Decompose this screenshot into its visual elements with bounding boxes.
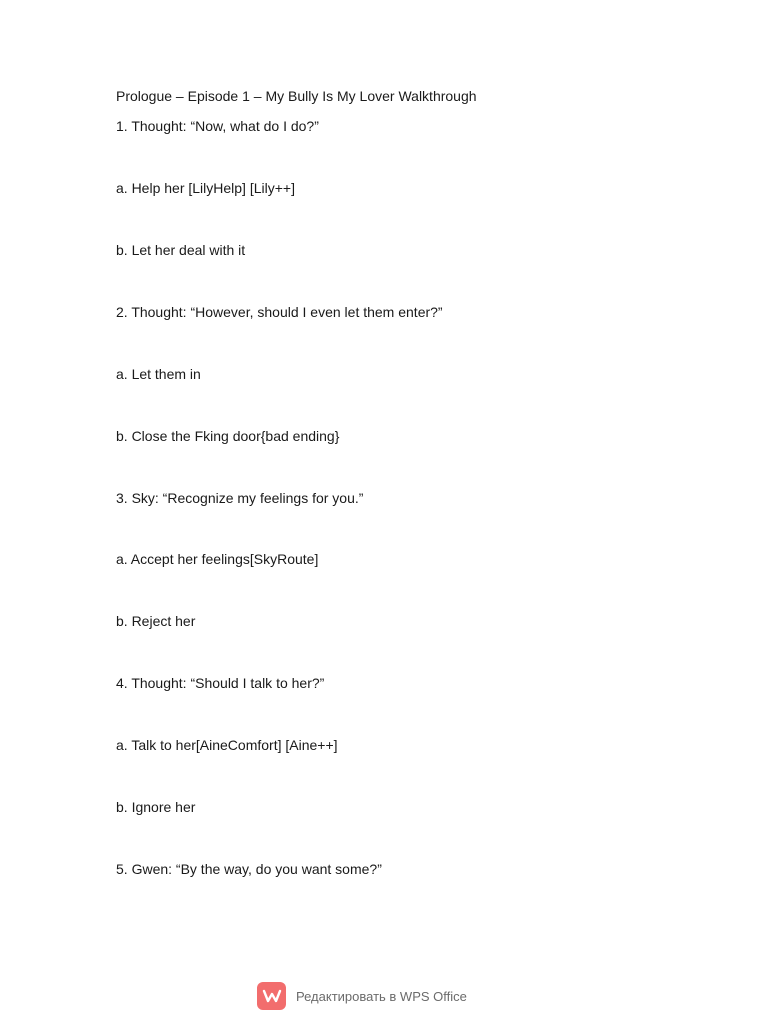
wps-office-logo-icon: [257, 982, 286, 1010]
option-3b: b. Reject her: [116, 613, 196, 629]
option-2a: a. Let them in: [116, 366, 201, 382]
question-3: 3. Sky: “Recognize my feelings for you.”: [116, 490, 364, 506]
option-1b: b. Let her deal with it: [116, 242, 246, 258]
document-title: Prologue – Episode 1 – My Bully Is My Lover Walkthrough: [116, 88, 477, 104]
question-1: 1. Thought: “Now, what do I do?”: [116, 118, 319, 134]
question-5: 5. Gwen: “By the way, do you want some?”: [116, 861, 382, 877]
option-4a: a. Talk to her[AineComfort] [Aine++]: [116, 737, 338, 753]
option-3a: a. Accept her feelings[SkyRoute]: [116, 551, 319, 567]
option-4b: b. Ignore her: [116, 799, 196, 815]
edit-in-wps-button[interactable]: [257, 982, 467, 1010]
option-2b: b. Close the Fking door{bad ending}: [116, 428, 340, 444]
question-2: 2. Thought: “However, should I even let them enter?”: [116, 304, 443, 320]
option-1a: a. Help her [LilyHelp] [Lily++]: [116, 180, 295, 196]
edit-in-wps-label: Редактировать в WPS Office: [296, 988, 467, 1004]
question-4: 4. Thought: “Should I talk to her?”: [116, 675, 325, 691]
